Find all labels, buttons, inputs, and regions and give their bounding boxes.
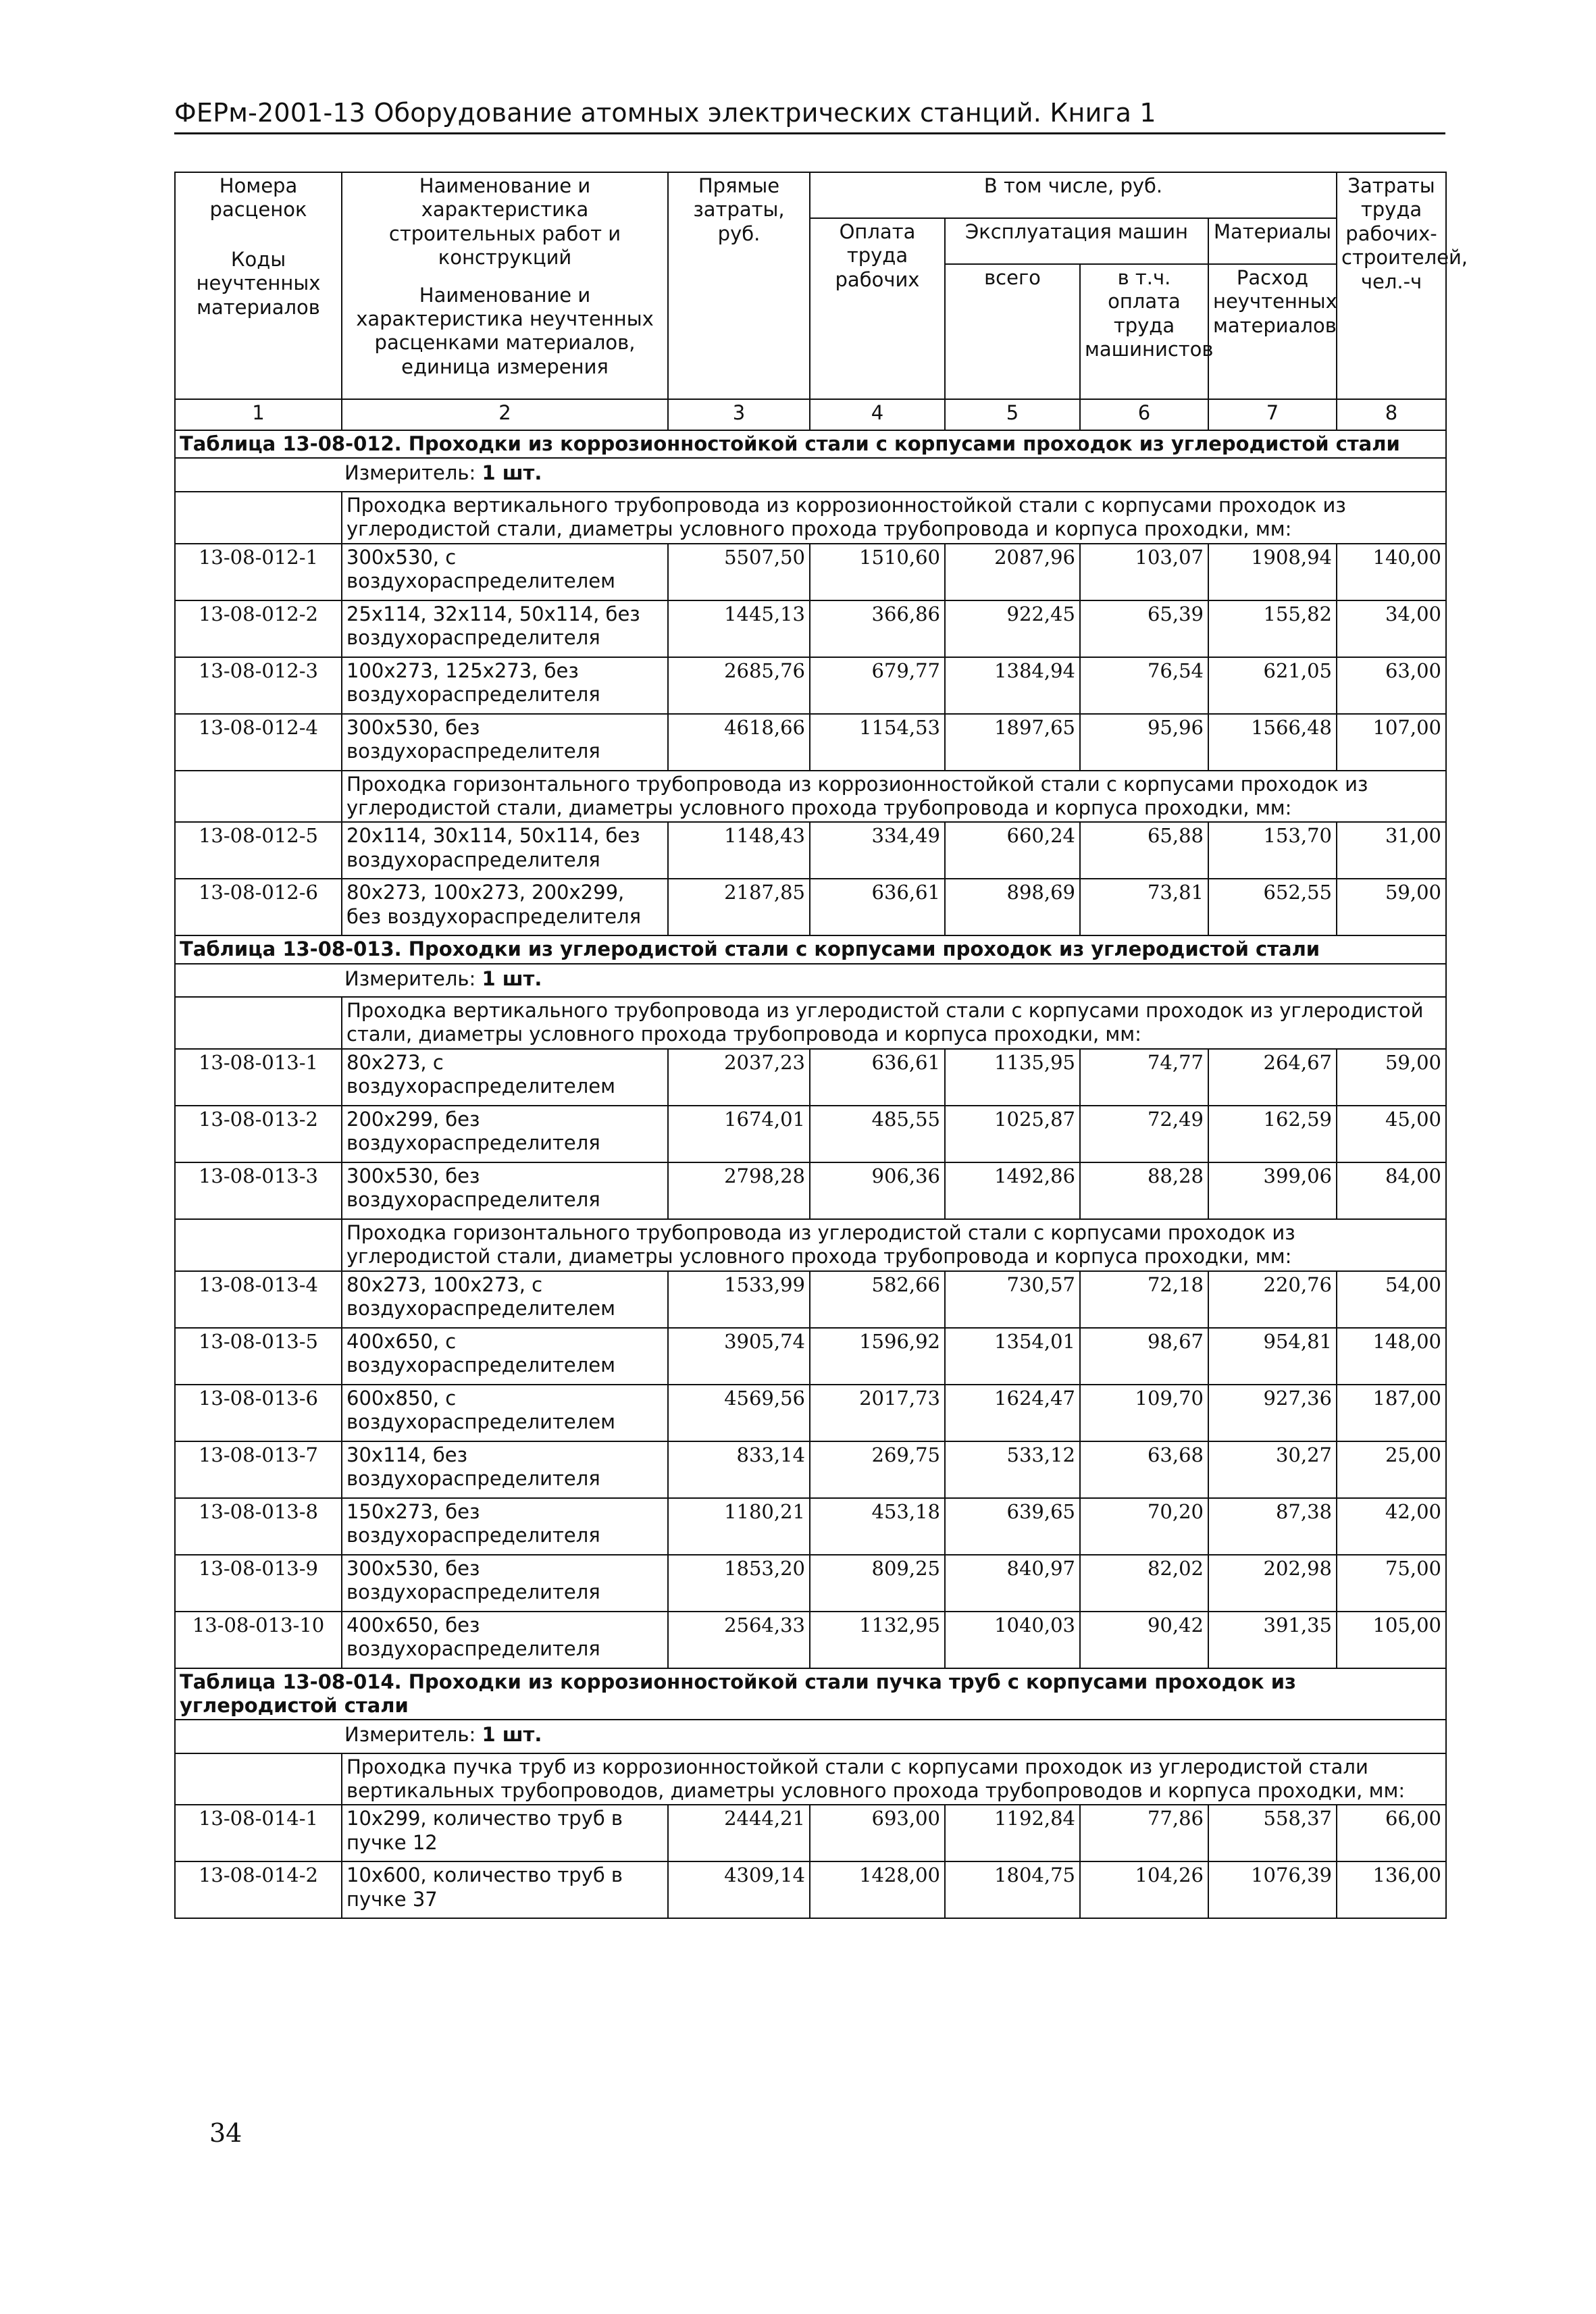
col-header-material-names: Наименование и характеристика неучтенных расценками материалов, единица измерения <box>356 283 654 378</box>
col-header-labor-hours: Затраты труда рабочих-строителей, чел.-ч <box>1337 172 1446 399</box>
value-materials: 1908,94 <box>1208 544 1337 600</box>
measure-value: 1 шт. <box>482 967 542 990</box>
value-machines: 639,65 <box>945 1498 1080 1555</box>
measure-label: Измеритель: <box>344 967 476 990</box>
rate-code: 13-08-013-10 <box>175 1612 342 1668</box>
value-machines: 730,57 <box>945 1271 1080 1328</box>
measure-row <box>175 458 1446 491</box>
work-name: 20х114, 30х114, 50х114, без воздухораспределителя <box>342 822 668 879</box>
rate-code: 13-08-013-3 <box>175 1162 342 1219</box>
value-labor: 1132,95 <box>810 1612 945 1668</box>
group-description: Проходка горизонтального трубопровода из углеродистой стали с корпусами проходок из углеродистой стали, диаметры условного прохода трубопровода и корпуса проходки, мм: <box>342 1219 1446 1271</box>
group-description-row <box>175 771 1446 823</box>
group-description: Проходка вертикального трубопровода из коррозионностойкой стали с корпусами проходок из углеродистой стали, диаметры условного прохода трубопровода и корпуса проходки, мм: <box>342 492 1446 544</box>
empty-cell <box>175 1753 342 1805</box>
value-operators: 65,88 <box>1080 822 1208 879</box>
column-number: 3 <box>668 399 810 430</box>
measure <box>180 1722 1441 1751</box>
value-direct: 5507,50 <box>668 544 810 600</box>
value-operators: 95,96 <box>1080 714 1208 771</box>
value-operators: 65,39 <box>1080 600 1208 657</box>
work-name: 400х650, с воздухораспределителем <box>342 1328 668 1385</box>
value-materials: 264,67 <box>1208 1049 1337 1106</box>
value-labor: 2017,73 <box>810 1385 945 1441</box>
work-name: 400х650, без воздухораспределителя <box>342 1612 668 1668</box>
value-materials: 954,81 <box>1208 1328 1337 1385</box>
group-description: Проходка пучка труб из коррозионностойкой стали с корпусами проходок из углеродистой стали вертикальных трубопроводов, диаметры условного прохода трубопроводов и корпуса проходки, мм: <box>342 1753 1446 1805</box>
table-title: Таблица 13-08-014. Проходки из коррозионностойкой стали пучка труб с корпусами проходок из углеродистой стали <box>175 1668 1446 1720</box>
value-machines: 1897,65 <box>945 714 1080 771</box>
table-row <box>175 1385 1446 1441</box>
work-name: 30х114, без воздухораспределителя <box>342 1441 668 1498</box>
table-title: Таблица 13-08-013. Проходки из углеродистой стали с корпусами проходок из углеродистой стали <box>175 935 1446 963</box>
col-header-names <box>342 172 668 399</box>
value-direct: 833,14 <box>668 1441 810 1498</box>
measure-row <box>175 964 1446 997</box>
value-direct: 2564,33 <box>668 1612 810 1668</box>
table-row <box>175 714 1446 771</box>
value-materials: 927,36 <box>1208 1385 1337 1441</box>
column-number: 8 <box>1337 399 1446 430</box>
work-name: 80х273, 100х273, 200х299, без воздухораспределителя <box>342 879 668 935</box>
value-operators: 82,02 <box>1080 1555 1208 1612</box>
value-labor: 679,77 <box>810 657 945 714</box>
value-operators: 103,07 <box>1080 544 1208 600</box>
value-direct: 1674,01 <box>668 1106 810 1162</box>
work-name: 300х530, без воздухораспределителя <box>342 1162 668 1219</box>
value-operators: 88,28 <box>1080 1162 1208 1219</box>
value-materials: 30,27 <box>1208 1441 1337 1498</box>
empty-cell <box>175 997 342 1049</box>
column-number: 1 <box>175 399 342 430</box>
value-hours: 136,00 <box>1337 1861 1446 1918</box>
value-direct: 2798,28 <box>668 1162 810 1219</box>
rate-code: 13-08-013-7 <box>175 1441 342 1498</box>
value-direct: 4569,56 <box>668 1385 810 1441</box>
measure-row <box>175 1720 1446 1753</box>
measure-label: Измеритель: <box>344 461 476 485</box>
rate-code: 13-08-013-4 <box>175 1271 342 1328</box>
value-materials: 1566,48 <box>1208 714 1337 771</box>
measure-cell <box>175 964 1446 997</box>
value-operators: 73,81 <box>1080 879 1208 935</box>
table-row <box>175 657 1446 714</box>
measure-value: 1 шт. <box>482 461 542 485</box>
value-operators: 76,54 <box>1080 657 1208 714</box>
rate-code: 13-08-013-1 <box>175 1049 342 1106</box>
rate-code: 13-08-013-8 <box>175 1498 342 1555</box>
work-name: 80х273, с воздухораспределителем <box>342 1049 668 1106</box>
table-row <box>175 1805 1446 1861</box>
value-labor: 636,61 <box>810 1049 945 1106</box>
value-hours: 75,00 <box>1337 1555 1446 1612</box>
value-direct: 1445,13 <box>668 600 810 657</box>
rate-code: 13-08-013-9 <box>175 1555 342 1612</box>
value-machines: 1135,95 <box>945 1049 1080 1106</box>
work-name: 200х299, без воздухораспределителя <box>342 1106 668 1162</box>
table-row <box>175 1271 1446 1328</box>
rate-code: 13-08-013-2 <box>175 1106 342 1162</box>
value-hours: 107,00 <box>1337 714 1446 771</box>
table-title-row <box>175 430 1446 458</box>
measure-cell <box>175 458 1446 491</box>
value-direct: 2444,21 <box>668 1805 810 1861</box>
work-name: 10х299, количество труб в пучке 12 <box>342 1805 668 1861</box>
value-labor: 636,61 <box>810 879 945 935</box>
measure <box>180 460 1441 489</box>
value-hours: 45,00 <box>1337 1106 1446 1162</box>
value-hours: 59,00 <box>1337 879 1446 935</box>
measure-value: 1 шт. <box>482 1723 542 1747</box>
rate-code: 13-08-013-6 <box>175 1385 342 1441</box>
value-labor: 334,49 <box>810 822 945 879</box>
value-labor: 809,25 <box>810 1555 945 1612</box>
value-hours: 105,00 <box>1337 1612 1446 1668</box>
col-header-operator-pay: в т.ч. оплата труда машинистов <box>1080 264 1208 399</box>
value-operators: 109,70 <box>1080 1385 1208 1441</box>
value-operators: 104,26 <box>1080 1861 1208 1918</box>
group-description-row <box>175 1753 1446 1805</box>
col-header-machines-total: всего <box>945 264 1080 399</box>
value-labor: 366,86 <box>810 600 945 657</box>
page-number: 34 <box>209 2118 242 2148</box>
page-header: ФЕРм-2001-13 Оборудование атомных электрических станций. Книга 1 <box>174 100 1445 134</box>
value-labor: 582,66 <box>810 1271 945 1328</box>
empty-cell <box>175 492 342 544</box>
value-hours: 42,00 <box>1337 1498 1446 1555</box>
table-row <box>175 1612 1446 1668</box>
value-materials: 153,70 <box>1208 822 1337 879</box>
value-materials: 399,06 <box>1208 1162 1337 1219</box>
value-materials: 621,05 <box>1208 657 1337 714</box>
col-header-machines: Эксплуатация машин <box>945 218 1208 264</box>
table-row <box>175 1441 1446 1498</box>
value-hours: 63,00 <box>1337 657 1446 714</box>
value-materials: 558,37 <box>1208 1805 1337 1861</box>
table-row <box>175 822 1446 879</box>
work-name: 25х114, 32х114, 50х114, без воздухораспределителя <box>342 600 668 657</box>
group-description-row <box>175 1219 1446 1271</box>
col-header-material-codes: Коды неучтенных материалов <box>196 247 321 319</box>
value-materials: 162,59 <box>1208 1106 1337 1162</box>
col-header-direct-costs: Прямые затраты, руб. <box>668 172 810 399</box>
value-labor: 1510,60 <box>810 544 945 600</box>
value-operators: 72,18 <box>1080 1271 1208 1328</box>
value-materials: 220,76 <box>1208 1271 1337 1328</box>
value-labor: 453,18 <box>810 1498 945 1555</box>
table-title-row <box>175 1668 1446 1720</box>
work-name: 600х850, с воздухораспределителем <box>342 1385 668 1441</box>
value-labor: 269,75 <box>810 1441 945 1498</box>
rates-table <box>174 172 1468 1919</box>
work-name: 10х600, количество труб в пучке 37 <box>342 1861 668 1918</box>
value-machines: 1624,47 <box>945 1385 1080 1441</box>
measure-label: Измеритель: <box>344 1723 476 1747</box>
value-hours: 59,00 <box>1337 1049 1446 1106</box>
value-hours: 25,00 <box>1337 1441 1446 1498</box>
col-header-labor-pay: Оплата труда рабочих <box>810 218 945 399</box>
value-operators: 63,68 <box>1080 1441 1208 1498</box>
value-operators: 90,42 <box>1080 1612 1208 1668</box>
group-description-row <box>175 492 1446 544</box>
value-machines: 1354,01 <box>945 1328 1080 1385</box>
table-row <box>175 600 1446 657</box>
rate-code: 13-08-012-1 <box>175 544 342 600</box>
value-machines: 1025,87 <box>945 1106 1080 1162</box>
measure-cell <box>175 1720 1446 1753</box>
value-operators: 98,67 <box>1080 1328 1208 1385</box>
group-description: Проходка вертикального трубопровода из углеродистой стали с корпусами проходок из углеродистой стали, диаметры условного прохода трубопровода и корпуса проходки, мм: <box>342 997 1446 1049</box>
value-hours: 84,00 <box>1337 1162 1446 1219</box>
value-direct: 2187,85 <box>668 879 810 935</box>
value-machines: 2087,96 <box>945 544 1080 600</box>
column-number: 6 <box>1080 399 1208 430</box>
rate-code: 13-08-012-5 <box>175 822 342 879</box>
rate-code: 13-08-012-3 <box>175 657 342 714</box>
value-materials: 1076,39 <box>1208 1861 1337 1918</box>
value-labor: 485,55 <box>810 1106 945 1162</box>
value-materials: 155,82 <box>1208 600 1337 657</box>
value-machines: 533,12 <box>945 1441 1080 1498</box>
rate-code: 13-08-012-4 <box>175 714 342 771</box>
value-materials: 87,38 <box>1208 1498 1337 1555</box>
value-machines: 1040,03 <box>945 1612 1080 1668</box>
value-direct: 2037,23 <box>668 1049 810 1106</box>
col-header-codes <box>175 172 342 399</box>
value-direct: 1180,21 <box>668 1498 810 1555</box>
value-labor: 1428,00 <box>810 1861 945 1918</box>
value-operators: 77,86 <box>1080 1805 1208 1861</box>
value-direct: 1533,99 <box>668 1271 810 1328</box>
value-hours: 187,00 <box>1337 1385 1446 1441</box>
work-name: 300х530, без воздухораспределителя <box>342 714 668 771</box>
work-name: 300х530, с воздухораспределителем <box>342 544 668 600</box>
col-header-rate-numbers: Номера расценок <box>209 174 307 222</box>
table-row <box>175 1106 1446 1162</box>
value-operators: 70,20 <box>1080 1498 1208 1555</box>
value-materials: 652,55 <box>1208 879 1337 935</box>
value-machines: 922,45 <box>945 600 1080 657</box>
rate-code: 13-08-014-1 <box>175 1805 342 1861</box>
measure <box>180 966 1441 995</box>
empty-cell <box>175 771 342 823</box>
table-row <box>175 1049 1446 1106</box>
value-machines: 1492,86 <box>945 1162 1080 1219</box>
column-number: 4 <box>810 399 945 430</box>
table-row <box>175 1162 1446 1219</box>
value-labor: 693,00 <box>810 1805 945 1861</box>
work-name: 100х273, 125х273, без воздухораспределителя <box>342 657 668 714</box>
rate-code: 13-08-013-5 <box>175 1328 342 1385</box>
col-header-materials-consumption: Расход неучтенных материалов <box>1208 264 1337 399</box>
group-description: Проходка горизонтального трубопровода из коррозионностойкой стали с корпусами проходок из углеродистой стали, диаметры условного прохода трубопровода и корпуса проходки, мм: <box>342 771 1446 823</box>
value-machines: 898,69 <box>945 879 1080 935</box>
work-name: 150х273, без воздухораспределителя <box>342 1498 668 1555</box>
value-hours: 66,00 <box>1337 1805 1446 1861</box>
work-name: 300х530, без воздухораспределителя <box>342 1555 668 1612</box>
value-hours: 34,00 <box>1337 600 1446 657</box>
value-direct: 1148,43 <box>668 822 810 879</box>
value-hours: 31,00 <box>1337 822 1446 879</box>
value-hours: 148,00 <box>1337 1328 1446 1385</box>
col-header-materials: Материалы <box>1208 218 1337 264</box>
work-name: 80х273, 100х273, с воздухораспределителем <box>342 1271 668 1328</box>
value-hours: 140,00 <box>1337 544 1446 600</box>
value-labor: 906,36 <box>810 1162 945 1219</box>
table-row <box>175 1498 1446 1555</box>
value-operators: 74,77 <box>1080 1049 1208 1106</box>
column-number: 7 <box>1208 399 1337 430</box>
col-header-group: В том числе, руб. <box>810 172 1337 218</box>
col-header-work-names: Наименование и характеристика строительных работ и конструкций <box>388 174 621 269</box>
table-title: Таблица 13-08-012. Проходки из коррозионностойкой стали с корпусами проходок из углеродистой стали <box>175 430 1446 458</box>
value-labor: 1596,92 <box>810 1328 945 1385</box>
value-labor: 1154,53 <box>810 714 945 771</box>
table-title-row <box>175 935 1446 963</box>
value-machines: 1384,94 <box>945 657 1080 714</box>
group-description-row <box>175 997 1446 1049</box>
empty-cell <box>175 1219 342 1271</box>
value-materials: 391,35 <box>1208 1612 1337 1668</box>
table-row <box>175 879 1446 935</box>
value-direct: 1853,20 <box>668 1555 810 1612</box>
table-row <box>175 544 1446 600</box>
table-row <box>175 1861 1446 1918</box>
rate-code: 13-08-012-6 <box>175 879 342 935</box>
value-direct: 3905,74 <box>668 1328 810 1385</box>
table-row <box>175 1328 1446 1385</box>
value-operators: 72,49 <box>1080 1106 1208 1162</box>
value-materials: 202,98 <box>1208 1555 1337 1612</box>
table-row <box>175 1555 1446 1612</box>
value-machines: 1192,84 <box>945 1805 1080 1861</box>
column-numbers-row <box>175 399 1446 430</box>
value-direct: 2685,76 <box>668 657 810 714</box>
value-hours: 54,00 <box>1337 1271 1446 1328</box>
value-machines: 1804,75 <box>945 1861 1080 1918</box>
rate-code: 13-08-014-2 <box>175 1861 342 1918</box>
column-number: 5 <box>945 399 1080 430</box>
value-machines: 660,24 <box>945 822 1080 879</box>
rate-code: 13-08-012-2 <box>175 600 342 657</box>
value-direct: 4618,66 <box>668 714 810 771</box>
value-machines: 840,97 <box>945 1555 1080 1612</box>
column-number: 2 <box>342 399 668 430</box>
value-direct: 4309,14 <box>668 1861 810 1918</box>
